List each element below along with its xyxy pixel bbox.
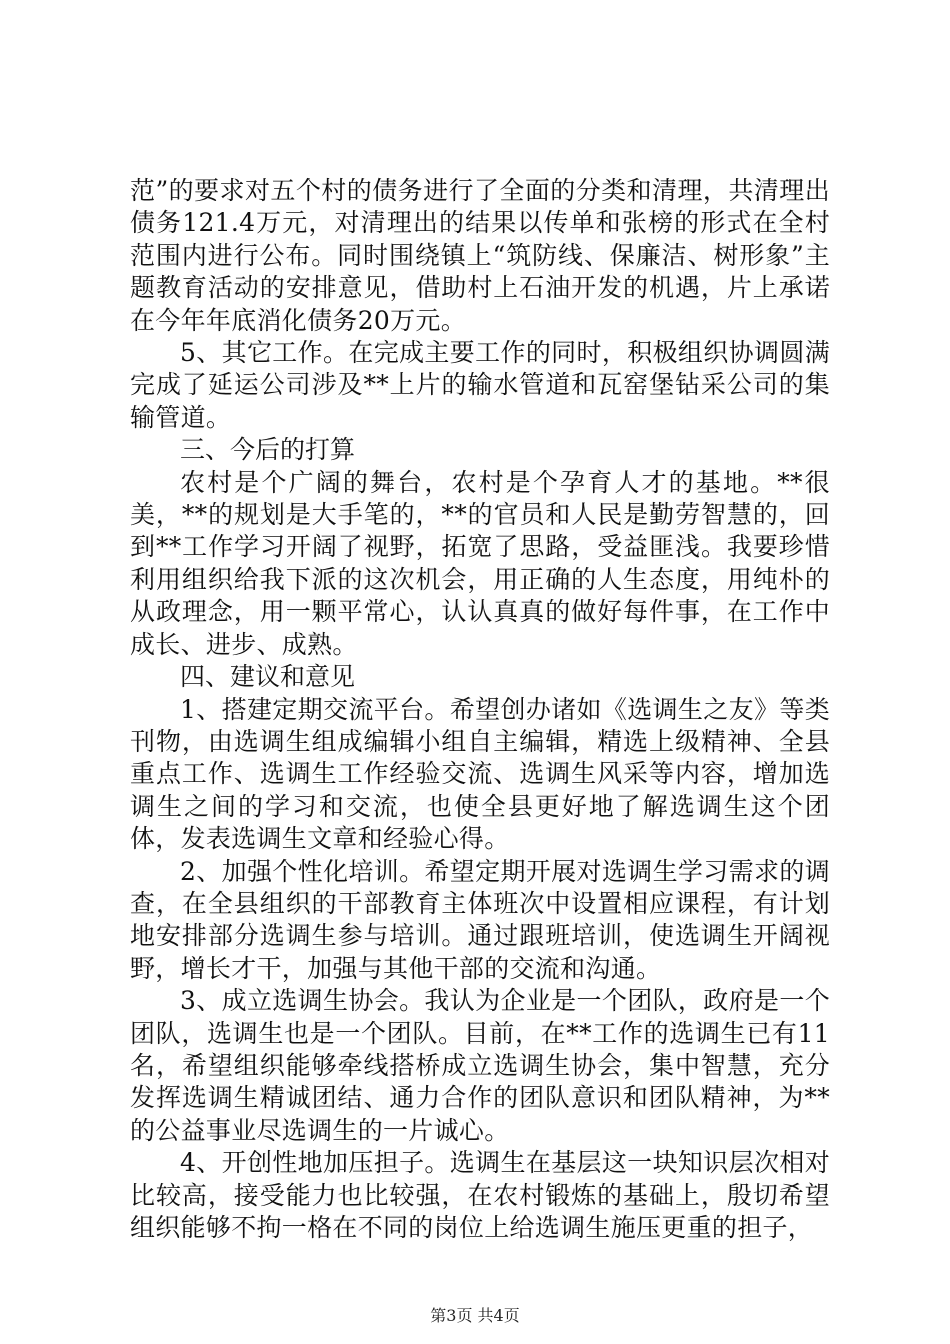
- page-number-footer: 第3页 共4页: [430, 1306, 520, 1325]
- paragraph-suggestion-4: 4、开创性地加压担子。选调生在基层这一块知识层次相对比较高，接受能力也比较强，在农村锻炼的基础上，殷切希望组织能够不拘一格在不同的岗位上给选调生施压更重的担子，: [130, 1148, 830, 1242]
- section-heading-suggestions: 四、建议和意见: [180, 662, 356, 692]
- paragraph-suggestion-3: 3、成立选调生协会。我认为企业是一个团队，政府是一个团队，选调生也是一个团队。目前，在**工作的选调生已有11名，希望组织能够牵线搭桥成立选调生协会，集中智慧，充分发挥选调生精诚团结、通力合作的团队意识和团队精神，为**的公益事业尽选调生的一片诚心。: [130, 986, 830, 1145]
- document-body: [130, 175, 830, 1244]
- section-heading-future-plans: 三、今后的打算: [180, 435, 356, 465]
- paragraph-other-work: 5、其它工作。在完成主要工作的同时，积极组织协调圆满完成了延运公司涉及**上片的输水管道和瓦窑堡钻采公司的集输管道。: [130, 338, 830, 432]
- paragraph-future-plans: 农村是个广阔的舞台，农村是个孕育人才的基地。**很美，**的规划是大手笔的，**的官员和人民是勤劳智慧的，回到**工作学习开阔了视野，拓宽了思路，受益匪浅。我要珍惜利用组织给我下派的这次机会，用正确的人生态度，用纯朴的从政理念，用一颗平常心，认认真真的做好每件事，在工作中成长、进步、成熟。: [130, 467, 830, 659]
- paragraph-suggestion-1: 1、搭建定期交流平台。希望创办诸如《选调生之友》等类刊物，由选调生组成编辑小组自主编辑，精选上级精神、全县重点工作、选调生工作经验交流、选调生风采等内容，增加选调生之间的学习和交流，也使全县更好地了解选调生这个团体，发表选调生文章和经验心得。: [130, 694, 830, 854]
- paragraph-suggestion-2: 2、加强个性化培训。希望定期开展对选调生学习需求的调查，在全县组织的干部教育主体班次中设置相应课程，有计划地安排部分选调生参与培训。通过跟班培训，使选调生开阔视野，增长才干，加强与其他干部的交流和沟通。: [130, 856, 830, 983]
- paragraph-debt-cleanup: 范”的要求对五个村的债务进行了全面的分类和清理，共清理出债务121.4万元，对清理出的结果以传单和张榜的形式在全村范围内进行公布。同时围绕镇上“筑防线、保廉洁、树形象”主题教育活动的安排意见，借助村上石油开发的机遇，片上承诺在今年年底消化债务20万元。: [130, 176, 830, 335]
